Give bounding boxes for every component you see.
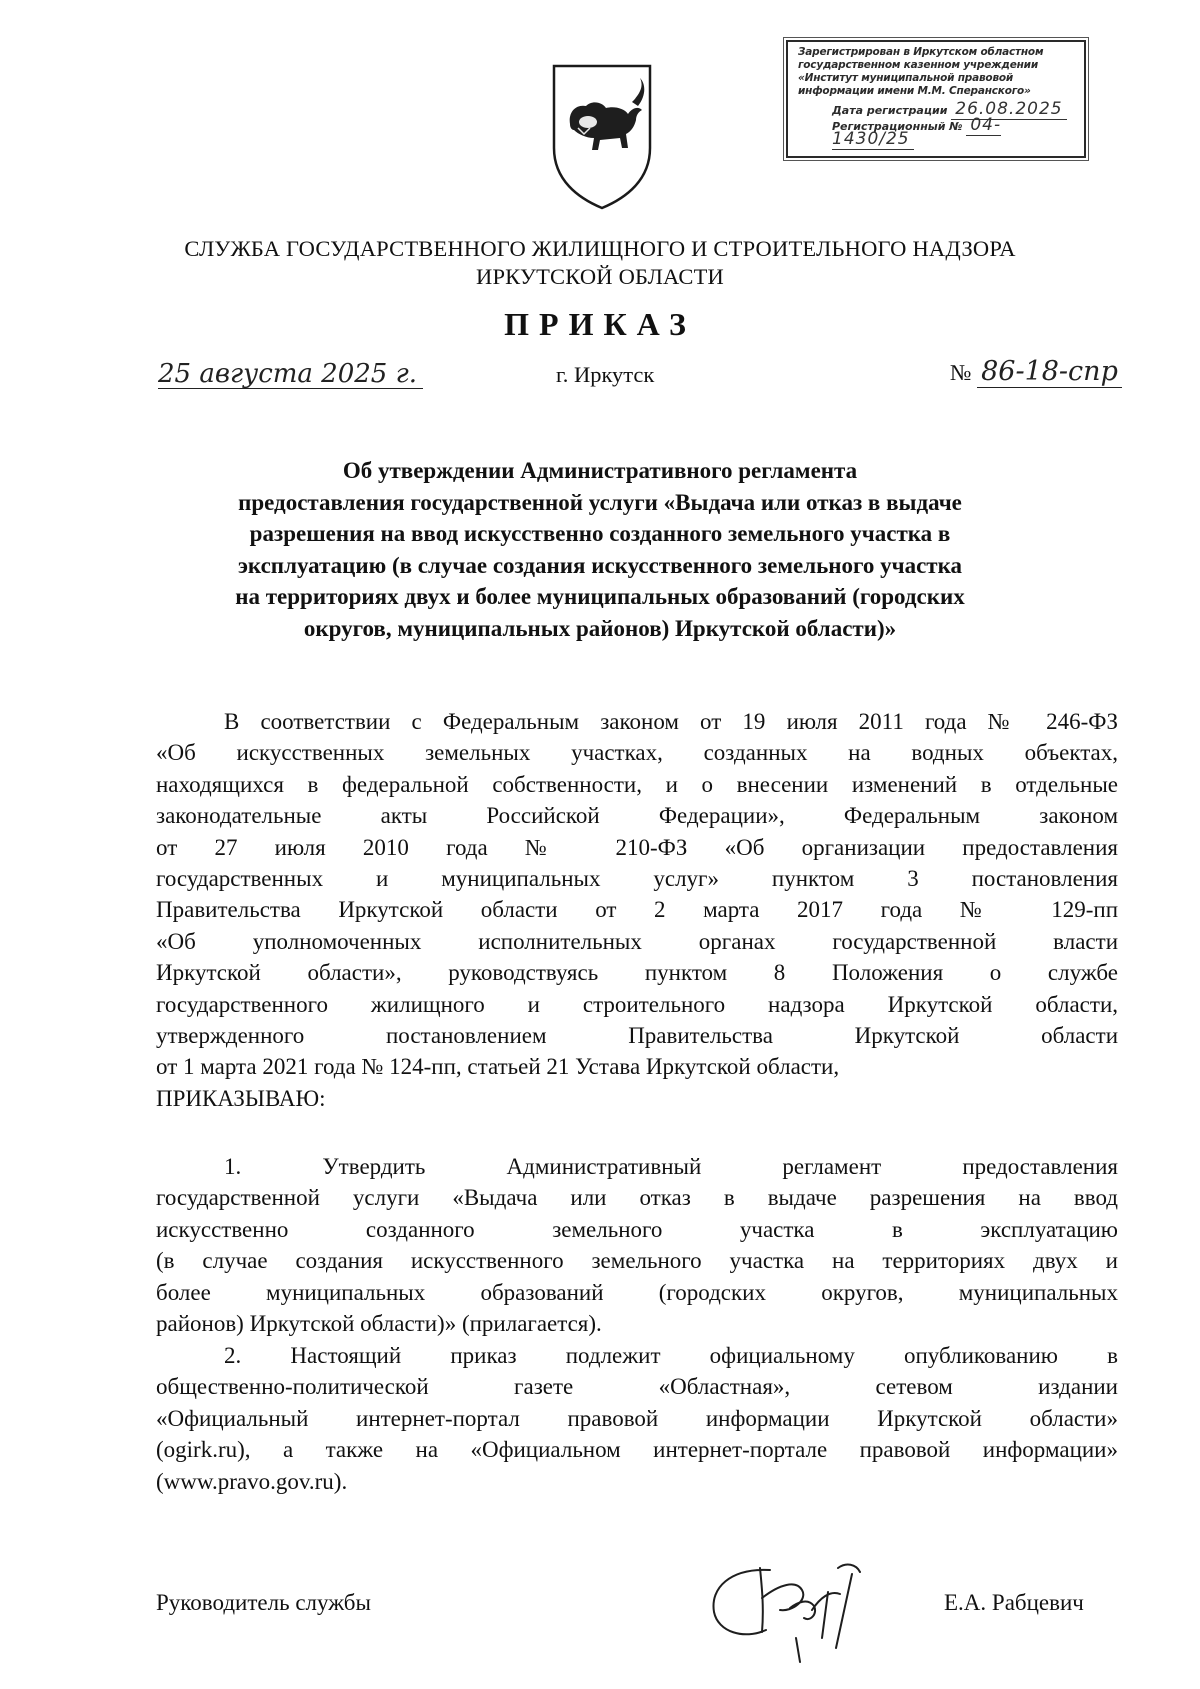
order-number: 86-18-спр xyxy=(977,356,1122,388)
text-line: законодательные акты Российской Федерации», Федеральным законом xyxy=(156,803,1118,829)
title-line: эксплуатацию (в случае создания искусственного земельного участка xyxy=(237,552,963,578)
coat-of-arms-emblem xyxy=(548,62,656,210)
text-line: государственных и муниципальных услуг» пунктом 3 постановления xyxy=(156,866,1118,892)
stamp-number-field xyxy=(798,115,1076,149)
order-item-2 xyxy=(156,1340,1118,1497)
order-number-prefix: № xyxy=(950,360,972,385)
stamp-line: Зарегистрирован в Иркутском областном xyxy=(798,46,1044,58)
title-line: округов, муниципальных районов) Иркутской области)» xyxy=(303,615,897,641)
text-line: (в случае создания искусственного земельного участка на территориях двух и xyxy=(156,1248,1118,1274)
text-line: 2. Настоящий приказ подлежит официальному опубликованию в xyxy=(224,1343,1118,1368)
stamp-date-label: Дата регистрации xyxy=(832,104,948,117)
stamp-line: информации имени М.М. Сперанского» xyxy=(798,85,1031,97)
title-line: Об утверждении Административного регламента xyxy=(342,458,858,483)
text-line: более муниципальных образований (городских округов, муниципальных xyxy=(156,1279,1118,1305)
order-number-field xyxy=(950,356,1122,387)
text-line: государственной услуги «Выдача или отказ в выдаче разрешения на ввод xyxy=(156,1185,1118,1211)
stamp-line: государственном казенном учреждении xyxy=(798,59,1038,71)
text-line: находящихся в федеральной собственности, и о внесении изменений в отдельные xyxy=(156,771,1118,797)
preamble-paragraph xyxy=(156,706,1118,1114)
order-city: г. Иркутск xyxy=(556,362,655,387)
text-line: В соответствии с Федеральным законом от 19 июля 2011 года № 246-ФЗ xyxy=(224,709,1118,734)
text-line: «Официальный интернет-портал правовой информации Иркутской области» xyxy=(156,1405,1118,1431)
order-item-1 xyxy=(156,1151,1118,1339)
text-line: Правительства Иркутской области от 2 марта 2017 года № 129-пп xyxy=(156,897,1118,923)
text-line: «Об уполномоченных исполнительных органах государственной власти xyxy=(156,928,1118,954)
document-type: ПРИКАЗ xyxy=(504,306,696,342)
stamp-number-label: Регистрационный № xyxy=(832,120,963,133)
text-line: (www.pravo.gov.ru). xyxy=(156,1468,348,1494)
text-line: государственного жилищного и строительного надзора Иркутской области, xyxy=(156,991,1118,1017)
text-line: районов) Иркутской области)» (прилагается). xyxy=(156,1311,602,1337)
stamp-date-value: 26.08.2025 xyxy=(951,99,1066,120)
text-line: 1. Утвердить Административный регламент предоставления xyxy=(224,1154,1118,1179)
text-line: утвержденного постановлением Правительства Иркутской области xyxy=(156,1023,1118,1049)
text-line: от 1 марта 2021 года № 124-пп, статьей 21 Устава Иркутской области, xyxy=(156,1054,840,1080)
title-line: разрешения на ввод искусственно созданного земельного участка в xyxy=(249,521,951,546)
signer-position: Руководитель службы xyxy=(156,1590,371,1615)
order-date: 25 августа 2025 г. xyxy=(158,360,423,389)
text-line: общественно-политической газете «Областная», сетевом издании xyxy=(156,1374,1118,1400)
stamp-date-field xyxy=(798,99,1076,119)
text-line: Иркутской области», руководствуясь пунктом 8 Положения о службе xyxy=(156,960,1118,986)
text-line: «Об искусственных земельных участках, созданных на водных объектах, xyxy=(156,740,1118,766)
order-directive: ПРИКАЗЫВАЮ: xyxy=(156,1085,326,1111)
title-line: предоставления государственной услуги «Выдача или отказ в выдаче xyxy=(238,489,962,515)
stamp-number-value: 04-1430/25 xyxy=(832,115,1002,149)
registration-stamp xyxy=(786,40,1086,158)
text-line: искусственно созданного земельного участка в эксплуатацию xyxy=(156,1216,1118,1242)
text-line: (ogirk.ru), а также на «Официальном интернет-портале правовой информации» xyxy=(156,1437,1118,1463)
handwritten-signature xyxy=(700,1528,900,1678)
stamp-line: «Институт муниципальной правовой xyxy=(798,72,1014,84)
document-title xyxy=(150,455,1050,644)
title-line: на территориях двух и более муниципальных образований (городских xyxy=(235,584,965,609)
signer-name: Е.А. Рабцевич xyxy=(944,1590,1084,1615)
text-line: от 27 июля 2010 года № 210-ФЗ «Об организации предоставления xyxy=(156,834,1118,860)
agency-name-line2: ИРКУТСКОЙ ОБЛАСТИ xyxy=(476,264,724,289)
agency-name-line1: СЛУЖБА ГОСУДАРСТВЕННОГО ЖИЛИЩНОГО И СТРОИТЕЛЬНОГО НАДЗОРА xyxy=(184,236,1016,261)
